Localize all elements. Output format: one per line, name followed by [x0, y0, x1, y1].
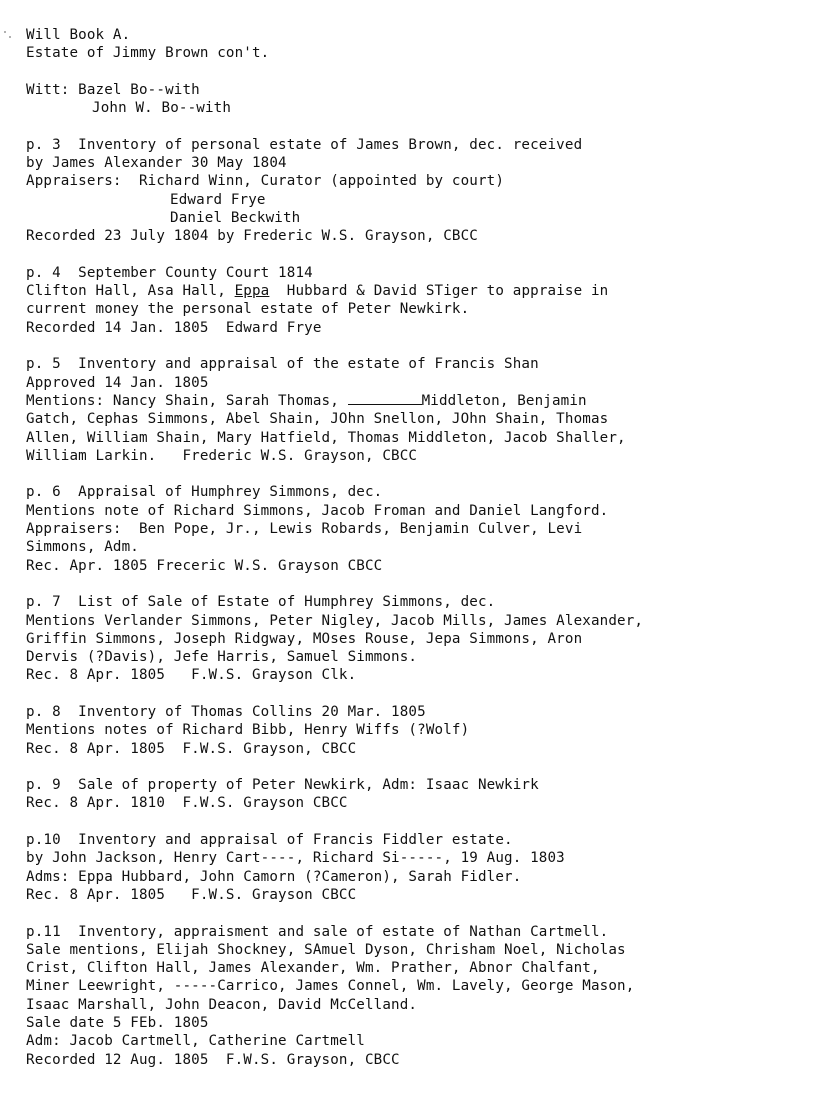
entry-line: Adms: Eppa Hubbard, John Camorn (?Cameron), Sarah Fidler.	[26, 868, 522, 885]
entry-text: Mentions: Nancy Shain, Sarah Thomas,	[26, 392, 348, 409]
blank-underline	[348, 392, 422, 405]
estate-title: Estate of Jimmy Brown con't.	[26, 45, 270, 62]
scan-speck	[9, 36, 11, 38]
entry-line: p. 6 Appraisal of Humphrey Simmons, dec.	[26, 484, 383, 501]
entry-line: Crist, Clifton Hall, James Alexander, Wm. Prather, Abnor Chalfant,	[26, 960, 600, 977]
entry-text: Clifton Hall, Asa Hall,	[26, 283, 235, 300]
entry-line: Adm: Jacob Cartmell, Catherine Cartmell	[26, 1033, 365, 1050]
entry-line: Rec. 8 Apr. 1805 F.W.S. Grayson CBCC	[26, 886, 357, 903]
entry-line: p. 9 Sale of property of Peter Newkirk, Adm: Isaac Newkirk	[26, 777, 539, 794]
book-title: Will Book A.	[26, 27, 131, 43]
entry-p10	[26, 831, 816, 904]
entry-line: by John Jackson, Henry Cart----, Richard Si-----, 19 Aug. 1803	[26, 850, 565, 867]
entry-line: Mentions Verlander Simmons, Peter Nigley, Jacob Mills, James Alexander,	[26, 612, 644, 629]
entry-line: Sale date 5 FEb. 1805	[26, 1015, 209, 1032]
entry-line: Gatch, Cephas Simmons, Abel Shain, JOhn Snellon, JOhn Shain, Thomas	[26, 411, 609, 428]
witness-line-2: John W. Bo--with	[92, 100, 232, 117]
entry-line: p. 3 Inventory of personal estate of James Brown, dec. received	[26, 136, 583, 153]
entry-line: Rec. 8 Apr. 1805 F.W.S. Grayson Clk.	[26, 667, 357, 684]
entry-line	[26, 392, 816, 410]
entry-line: Mentions notes of Richard Bibb, Henry Wiffs (?Wolf)	[26, 722, 470, 739]
entry-line: p. 8 Inventory of Thomas Collins 20 Mar. 1805	[26, 703, 426, 720]
entry-p7	[26, 593, 816, 684]
entry-line: Edward Frye	[170, 191, 266, 208]
entry-line: William Larkin. Frederic W.S. Grayson, CBCC	[26, 447, 418, 464]
entry-line: Griffin Simmons, Joseph Ridgway, MOses Rouse, Jepa Simmons, Aron	[26, 630, 583, 647]
entry-line: Miner Leewright, -----Carrico, James Connel, Wm. Lavely, George Mason,	[26, 978, 635, 995]
entry-line: Recorded 23 July 1804 by Frederic W.S. Grayson, CBCC	[26, 228, 478, 245]
entry-line: Isaac Marshall, John Deacon, David McCelland.	[26, 996, 418, 1013]
entry-line: Rec. 8 Apr. 1810 F.W.S. Grayson CBCC	[26, 795, 348, 812]
entry-line: p. 5 Inventory and appraisal of the estate of Francis Shan	[26, 356, 539, 373]
entry-line: Sale mentions, Elijah Shockney, SAmuel Dyson, Chrisham Noel, Nicholas	[26, 941, 626, 958]
entry-line: Mentions note of Richard Simmons, Jacob Froman and Daniel Langford.	[26, 502, 609, 519]
entry-text: Hubbard & David STiger to appraise in	[269, 283, 609, 300]
entry-p5	[26, 355, 816, 465]
entry-text: Middleton, Benjamin	[421, 392, 587, 409]
header-block	[26, 26, 816, 63]
entry-line: by James Alexander 30 May 1804	[26, 155, 287, 172]
document-page	[26, 26, 816, 1087]
entry-line: p. 4 September County Court 1814	[26, 264, 313, 281]
entry-p4	[26, 264, 816, 337]
underlined-name: Eppa	[234, 283, 270, 300]
entry-line: Rec. 8 Apr. 1805 F.W.S. Grayson, CBCC	[26, 740, 357, 757]
entry-line: Dervis (?Davis), Jefe Harris, Samuel Simmons.	[26, 649, 418, 666]
entry-line: p.10 Inventory and appraisal of Francis Fiddler estate.	[26, 832, 513, 849]
entry-line: Rec. Apr. 1805 Freceric W.S. Grayson CBCC	[26, 557, 383, 574]
entry-line: p. 7 List of Sale of Estate of Humphrey Simmons, dec.	[26, 594, 496, 611]
entry-line: p.11 Inventory, appraisment and sale of estate of Nathan Cartmell.	[26, 923, 609, 940]
entry-p11	[26, 923, 816, 1069]
scan-speck	[4, 31, 6, 33]
witness-line-1: Witt: Bazel Bo--with	[26, 81, 200, 98]
entry-p3	[26, 136, 816, 246]
entry-line: Simmons, Adm.	[26, 539, 139, 556]
entry-p9	[26, 776, 816, 813]
entry-line: Approved 14 Jan. 1805	[26, 374, 209, 391]
entry-p6	[26, 483, 816, 574]
entry-line: current money the personal estate of Peter Newkirk.	[26, 301, 470, 318]
entry-p8	[26, 703, 816, 758]
entry-line: Appraisers: Ben Pope, Jr., Lewis Robards, Benjamin Culver, Levi	[26, 521, 583, 538]
entry-line: Allen, William Shain, Mary Hatfield, Thomas Middleton, Jacob Shaller,	[26, 429, 626, 446]
entry-line: Recorded 14 Jan. 1805 Edward Frye	[26, 319, 322, 336]
entry-line: Recorded 12 Aug. 1805 F.W.S. Grayson, CBCC	[26, 1051, 400, 1068]
witnesses-block	[26, 81, 816, 118]
entry-line	[26, 282, 816, 300]
entry-line: Daniel Beckwith	[170, 209, 301, 226]
entry-line: Appraisers: Richard Winn, Curator (appointed by court)	[26, 173, 505, 190]
